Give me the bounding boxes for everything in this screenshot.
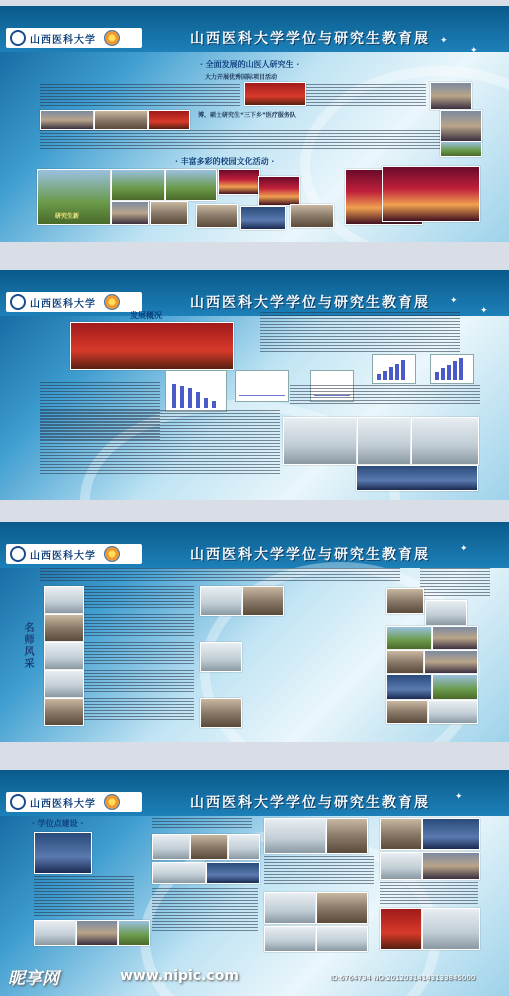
- photo: [316, 926, 368, 952]
- section-title: · 全面发展的山医人研究生 ·: [200, 59, 300, 69]
- photo: [380, 852, 422, 880]
- text-paragraph: [40, 84, 240, 106]
- photo: [228, 834, 260, 860]
- watermark-id: ID:6764734 NO:20120314143133845000: [330, 974, 476, 982]
- photo: [440, 141, 482, 157]
- photo: [432, 674, 478, 700]
- photo: [380, 908, 422, 950]
- university-seal-icon: [10, 294, 26, 310]
- photo: [150, 201, 188, 225]
- photo: [424, 650, 478, 674]
- section-title: · 丰富多彩的校园文化活动 ·: [175, 156, 275, 166]
- exhibition-board-1: [0, 6, 509, 242]
- watermark-logo: 昵享网: [8, 969, 59, 989]
- photo: [206, 862, 260, 884]
- text-paragraph: [260, 312, 460, 352]
- photo: [152, 834, 190, 860]
- photo: [425, 600, 467, 626]
- section-title: · 学位点建设 ·: [32, 818, 84, 828]
- anniversary-logo-icon: [104, 546, 120, 562]
- dove-icon: ✦: [480, 306, 488, 316]
- text-paragraph: [84, 586, 194, 610]
- exhibition-board-3: [0, 522, 509, 742]
- anniversary-logo-icon: [104, 294, 120, 310]
- university-seal-icon: [10, 794, 26, 810]
- photo: [34, 920, 76, 946]
- dove-icon: ✦: [455, 792, 463, 802]
- photo: [70, 322, 234, 370]
- text-paragraph: [40, 568, 400, 582]
- photo: [386, 626, 432, 650]
- photo: [111, 169, 165, 201]
- university-logo-text: 山西医科大学: [30, 299, 96, 310]
- photo: [40, 110, 94, 130]
- text-paragraph: [152, 818, 252, 830]
- photo: [440, 110, 482, 142]
- portrait-photo: [44, 698, 84, 726]
- photo: [218, 169, 260, 195]
- university-logo-text: 山西医科大学: [30, 35, 96, 46]
- board-title: 山西医科大学学位与研究生教育展: [190, 795, 430, 811]
- photo: [430, 82, 472, 110]
- photo: [148, 110, 190, 130]
- dove-icon: ✦: [450, 296, 458, 306]
- photo: [264, 926, 316, 952]
- photo: [200, 642, 242, 672]
- text-paragraph: [420, 568, 490, 596]
- photo: [34, 832, 92, 874]
- photo: [326, 818, 368, 854]
- exhibition-board-4: [0, 770, 509, 996]
- anniversary-logo-icon: [104, 30, 120, 46]
- photo: [357, 417, 411, 465]
- photo: [382, 166, 480, 222]
- photo: [422, 852, 480, 880]
- photo: [290, 204, 334, 228]
- photo: [94, 110, 148, 130]
- photo: [258, 176, 300, 206]
- board-title: 山西医科大学学位与研究生教育展: [190, 547, 430, 563]
- board-title: 山西医科大学学位与研究生教育展: [190, 295, 430, 311]
- photo: [242, 586, 284, 616]
- photo: [200, 586, 242, 616]
- side-section-label: 名师风采: [22, 622, 33, 670]
- university-logo-text: 山西医科大学: [30, 551, 96, 562]
- portrait-photo: [44, 670, 84, 698]
- university-logo-text: 山西医科大学: [30, 799, 96, 810]
- subsection-title: 大力开展优秀国际项目活动: [205, 74, 278, 81]
- text-paragraph: [84, 642, 194, 666]
- text-paragraph: [152, 888, 258, 932]
- text-paragraph: [264, 856, 374, 886]
- section-title: 发展概况: [130, 310, 162, 320]
- photo: [386, 650, 424, 674]
- photo: [76, 920, 118, 946]
- text-paragraph: [40, 410, 280, 476]
- photo: [152, 862, 206, 884]
- photo: [432, 626, 478, 650]
- photo: [165, 169, 217, 201]
- photo: [190, 834, 228, 860]
- university-seal-icon: [10, 546, 26, 562]
- line-chart-image: [235, 370, 289, 402]
- photo: [283, 417, 357, 465]
- photo: [316, 892, 368, 924]
- board-title: 山西医科大学学位与研究生教育展: [190, 31, 430, 47]
- dove-icon: ✦: [470, 46, 478, 56]
- text-paragraph: [380, 882, 478, 904]
- portrait-photo: [44, 614, 84, 642]
- anniversary-logo-icon: [104, 794, 120, 810]
- photo: [428, 700, 478, 724]
- photo: [240, 206, 286, 230]
- text-paragraph: [34, 876, 134, 916]
- photo: [422, 818, 480, 850]
- text-paragraph: [306, 84, 426, 106]
- bar-chart-image: [430, 354, 474, 384]
- dove-icon: ✦: [460, 544, 468, 554]
- watermark-url: www.nipic.com: [120, 968, 239, 984]
- portrait-photo: [44, 586, 84, 614]
- photo: [196, 204, 238, 228]
- photo: [244, 82, 306, 106]
- photo: [386, 700, 428, 724]
- photo: [264, 818, 326, 854]
- photo: [386, 588, 424, 614]
- banner-text: 研究生新: [55, 213, 80, 220]
- bar-chart-image: [165, 370, 227, 412]
- photo: [264, 892, 316, 924]
- text-paragraph: [84, 698, 194, 722]
- photo: [411, 417, 479, 465]
- exhibition-board-2: [0, 270, 509, 500]
- photo: [356, 465, 478, 491]
- photo: [422, 908, 480, 950]
- portrait-photo: [44, 642, 84, 670]
- photo: [380, 818, 422, 850]
- bar-chart-image: [372, 354, 416, 384]
- text-paragraph: [84, 670, 194, 694]
- photo: [386, 674, 432, 700]
- dove-icon: ✦: [440, 36, 448, 46]
- text-paragraph: [84, 614, 194, 638]
- text-paragraph: [290, 385, 480, 405]
- subsection-title: 博、硕士研究生“三下乡”医疗服务队: [198, 112, 296, 119]
- text-paragraph: [40, 130, 440, 150]
- university-seal-icon: [10, 30, 26, 46]
- photo: [111, 201, 149, 225]
- photo: [200, 698, 242, 728]
- photo: [118, 920, 150, 946]
